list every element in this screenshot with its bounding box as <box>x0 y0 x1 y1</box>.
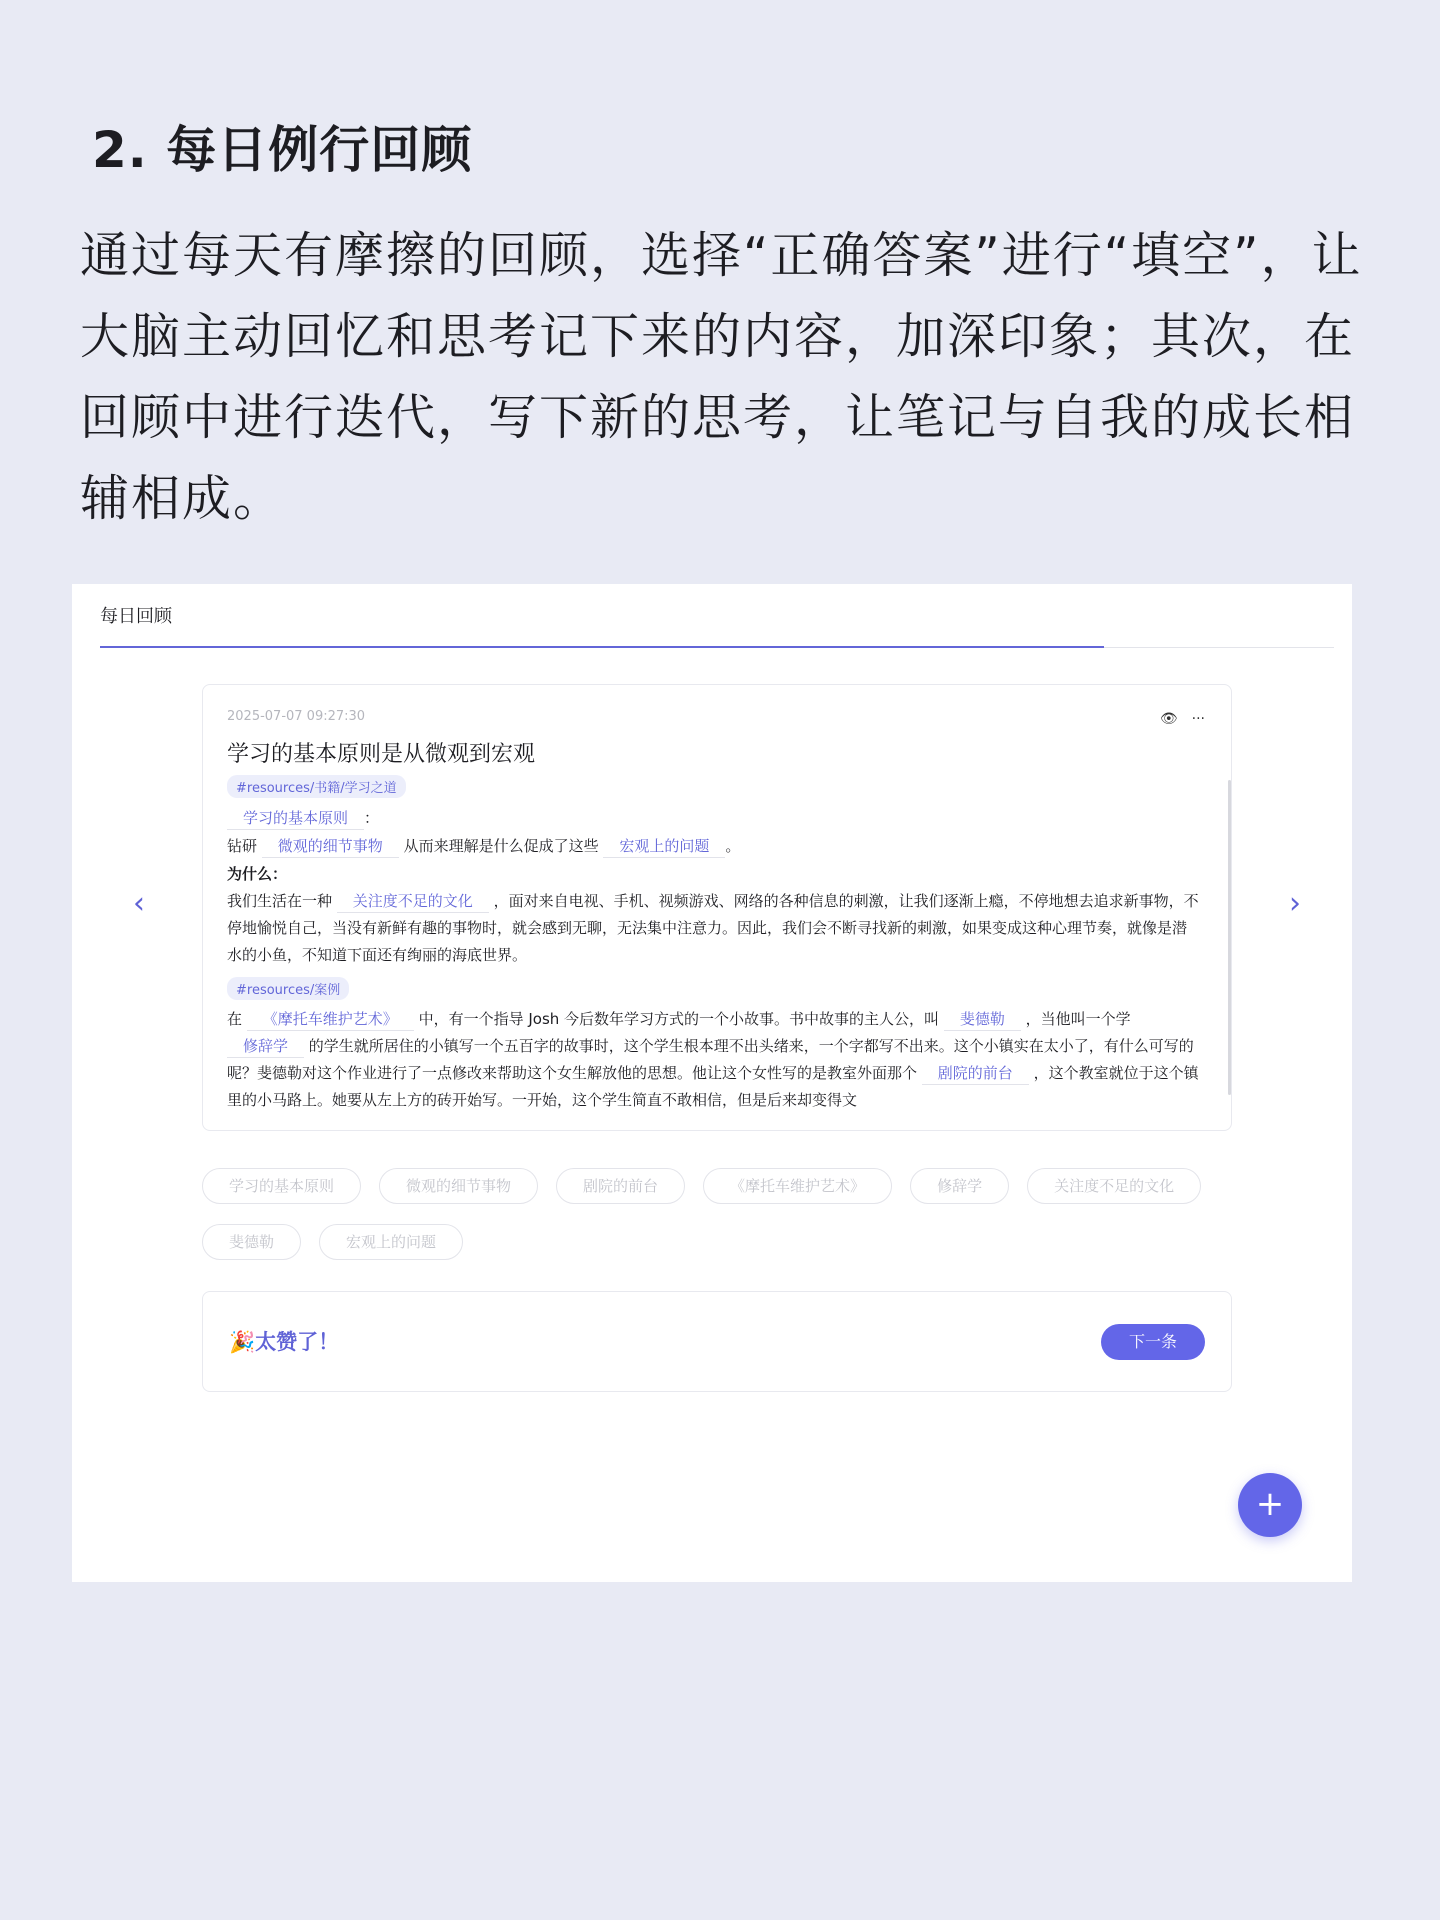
card-paragraph-1 <box>227 888 1199 969</box>
text-fragment: 在 <box>227 1010 243 1028</box>
blank-slot[interactable]: 剧院的前台 <box>922 1062 1029 1085</box>
eye-icon[interactable]: 👁 <box>1159 711 1178 727</box>
answer-chip[interactable]: 学习的基本原则 <box>202 1168 361 1204</box>
blank-slot[interactable]: 学习的基本原则 <box>227 807 364 830</box>
daily-review-panel <box>72 584 1352 1582</box>
prev-arrow-icon[interactable]: ‹ <box>133 886 145 921</box>
text-fragment: 我们生活在一种 <box>227 892 333 910</box>
answer-chip[interactable]: 微观的细节事物 <box>379 1168 538 1204</box>
result-bar <box>202 1291 1232 1392</box>
text-fragment: ： <box>364 809 380 827</box>
blank-slot[interactable]: 斐德勒 <box>944 1008 1021 1031</box>
answer-chip[interactable]: 修辞学 <box>910 1168 1009 1204</box>
text-fragment: ，这个教室就位于这个镇里的小马路上。她要从左上方的砖开始写。一开始，这个学生简直不敢相信，但是后来却变得文 <box>227 1064 1199 1109</box>
blank-slot[interactable]: 宏观上的问题 <box>603 835 725 858</box>
tag-books[interactable]: #resources/书籍/学习之道 <box>227 775 406 798</box>
next-arrow-icon[interactable]: › <box>1289 886 1301 921</box>
card-title: 学习的基本原则是从微观到宏观 <box>227 742 536 767</box>
blank-slot[interactable]: 修辞学 <box>227 1035 304 1058</box>
result-message: 🎉太赞了！ <box>229 1330 340 1354</box>
next-button[interactable]: 下一条 <box>1101 1324 1205 1360</box>
answer-chip[interactable]: 《摩托车维护艺术》 <box>703 1168 892 1204</box>
text-fragment: 从而来理解是什么促成了这些 <box>403 837 599 855</box>
more-icon[interactable]: ··· <box>1191 711 1205 727</box>
text-fragment: 中，有一个指导 Josh 今后数年学习方式的一个小故事。书中故事的主人公，叫 <box>418 1010 940 1028</box>
tag-cases[interactable]: #resources/案例 <box>227 977 349 1000</box>
tab-bar <box>100 584 1334 648</box>
answer-chips <box>202 1168 1242 1260</box>
text-fragment: 的学生就所居住的小镇写一个五百字的故事时，这个学生根本理不出头绪来，一个字都写不出来。这个小镇实在太小了，有什么可写的呢？斐德勒对这个作业进行了一点修改来帮助这个女生解放他的思想。他让这个女性写的是教室外面那个 <box>227 1037 1194 1082</box>
card-paragraph-2 <box>227 1006 1199 1114</box>
text-fragment: 钻研 <box>227 837 258 855</box>
card-actions <box>1160 711 1205 727</box>
answer-chip[interactable]: 剧院的前台 <box>556 1168 685 1204</box>
text-fragment: ，当他叫一个学 <box>1025 1010 1131 1028</box>
review-card <box>202 684 1232 1131</box>
card-scrollbar[interactable] <box>1228 780 1231 1095</box>
page-heading: 2. 每日例行回顾 <box>92 121 473 179</box>
card-line-1 <box>227 804 1199 832</box>
why-label: 为什么： <box>227 865 288 883</box>
text-fragment: ，面对来自电视、手机、视频游戏、网络的各种信息的刺激，让我们逐渐上瘾，不停地想去追求新事物，不停地愉悦自己，当没有新鲜有趣的事物时，就会感到无聊，无法集中注意力。因此，我们会不断寻找新的刺激，如果变成这种心理节奏，就像是潜水的小鱼，不知道下面还有绚丽的海底世界。 <box>227 892 1199 964</box>
tab-daily-review[interactable]: 每日回顾 <box>100 606 172 627</box>
blank-slot[interactable]: 《摩托车维护艺术》 <box>247 1008 414 1031</box>
blank-slot[interactable]: 关注度不足的文化 <box>337 890 489 913</box>
answer-chip[interactable]: 斐德勒 <box>202 1224 301 1260</box>
text-fragment: 。 <box>725 837 741 855</box>
card-timestamp: 2025-07-07 09:27:30 <box>227 709 366 724</box>
answer-chip[interactable]: 关注度不足的文化 <box>1027 1168 1201 1204</box>
tab-underline <box>100 646 1104 648</box>
add-icon[interactable]: + <box>1238 1473 1302 1537</box>
card-line-2 <box>227 832 1199 860</box>
answer-chip[interactable]: 宏观上的问题 <box>319 1224 463 1260</box>
intro-paragraph: 通过每天有摩擦的回顾，选择“正确答案”进行“填空”，让大脑主动回忆和思考记下来的内容，加深印象；其次，在回顾中进行迭代，写下新的思考，让笔记与自我的成长相辅相成。 <box>80 227 1363 527</box>
blank-slot[interactable]: 微观的细节事物 <box>262 835 399 858</box>
